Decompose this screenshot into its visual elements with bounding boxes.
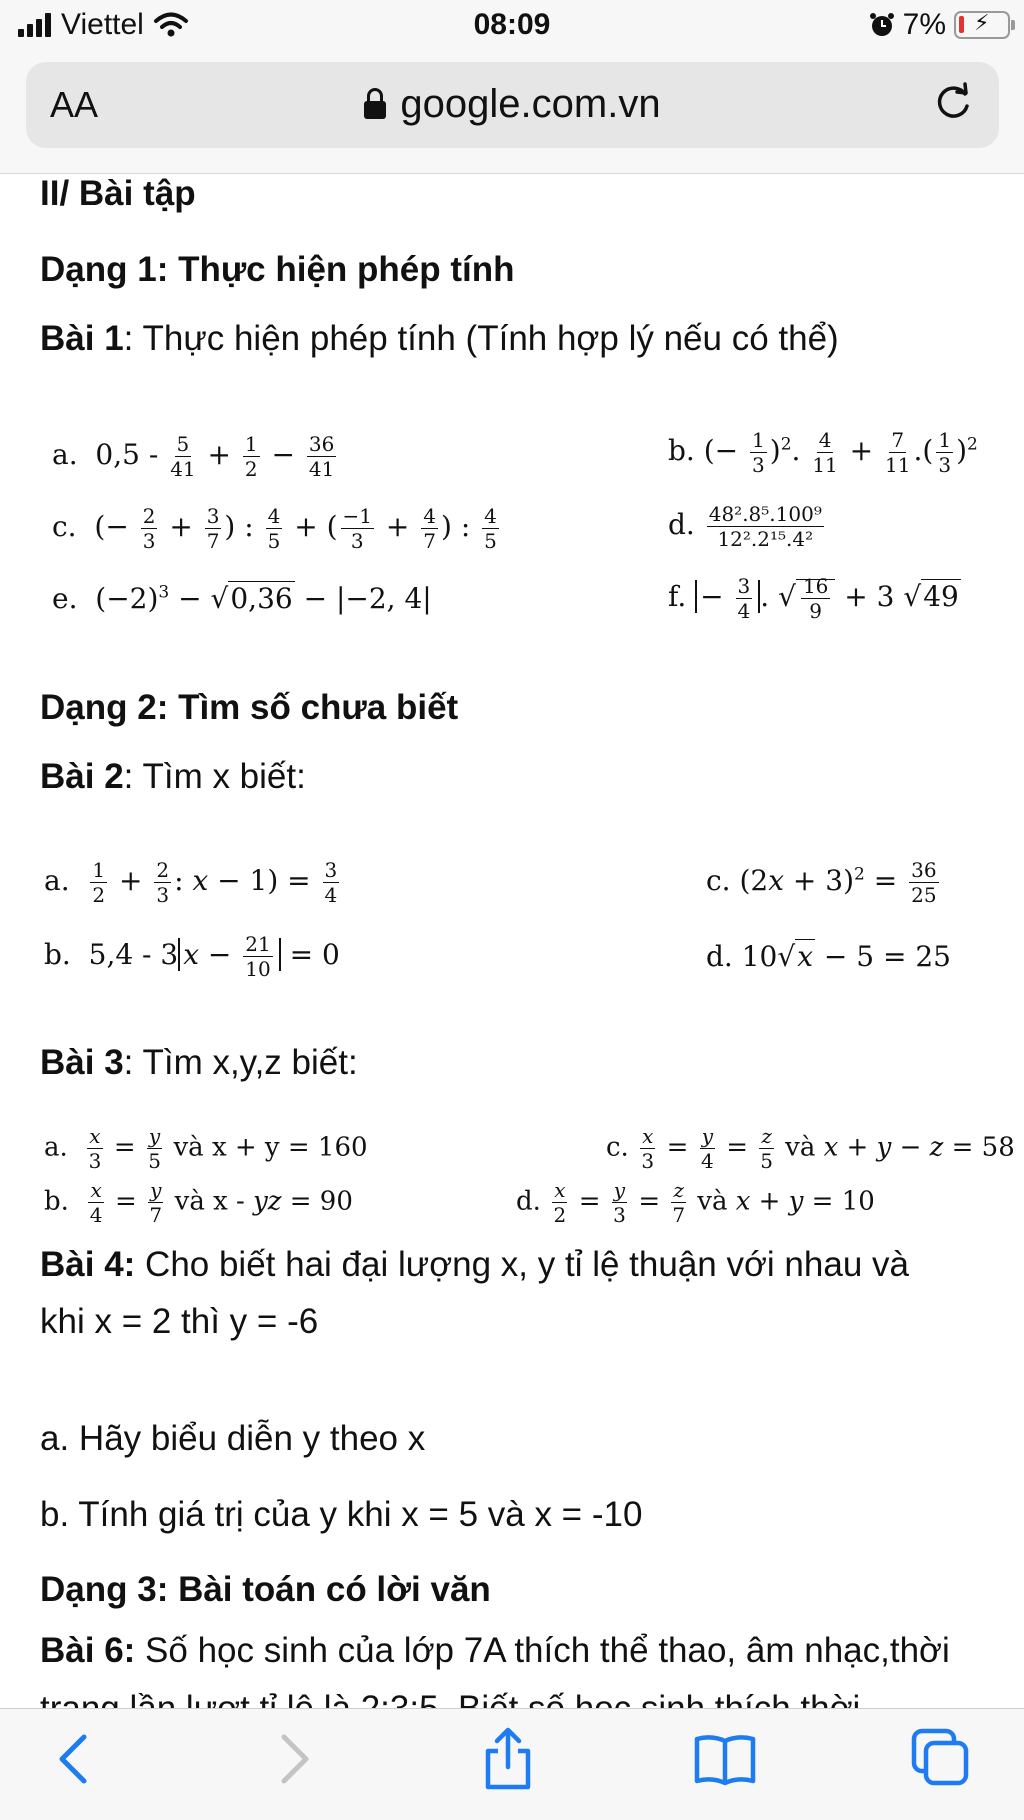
bai2-prompt [40,748,306,805]
b3c-label: c. [606,1132,629,1163]
browser-toolbar [0,1708,1024,1820]
b3b-label: b. [44,1186,69,1217]
bai6-line1-text: Số học sinh của lớp 7A thích thể thao, âm nhạc,thời [135,1631,950,1670]
frac: $\frac{x}{3}$ [88,1124,102,1173]
reload-icon[interactable] [931,82,975,126]
frac: $\frac{-1}{3}$ [342,504,372,553]
bai4-line2: khi x = 2 thì y = -6 [40,1302,319,1341]
frac: $\frac{1}{2}$ [244,432,258,481]
b1b-label: b. [668,434,695,467]
bai1-e: e. $(-2)^3 - √0,36 - |-2$, 4| [52,582,432,615]
b2a-label: a. [44,864,70,897]
frac: $\frac{1}{2}$ [92,858,106,907]
b2c-label: c. [706,864,731,897]
b3a-label: a. [44,1132,68,1163]
frac: $\frac{1}{3}$ [938,428,952,477]
frac: $\frac{21}{10}$ [245,932,271,981]
bai1-f: f. − $\frac{3}{4}$ . √ $\frac{16}{9}$ + 3 √49 [668,574,959,623]
bai4-block [40,1236,990,1350]
frac: $\frac{2}{3}$ [142,504,156,553]
carrier-name: Viettel [61,8,144,41]
b3d-label: d. [516,1186,541,1217]
dang3-heading: Dạng 3: Bài toán có lời văn [40,1570,491,1609]
bai4-line1 [40,1236,990,1293]
bai2-label: Bài 2 [40,757,124,796]
bai2-d: d. 10√x − 5 = 25 [706,940,951,973]
frac: $\frac{4}{5}$ [484,504,497,553]
frac: $\frac{3}{4}$ [324,858,338,907]
battery-icon: ⚡ [954,11,1010,39]
bai2-c: c. $(2x + 3)^2$ = $\frac{36}{25}$ [706,858,937,907]
dang1-heading: Dạng 1: Thực hiện phép tính [40,250,515,289]
text-size-label: AA [50,84,99,125]
frac: $\frac{\text{48²​.8⁵​.100⁹}}{\text{12²​.2¹⁵​.4²}}$ [708,502,822,551]
b1d-label: d. [668,508,695,541]
frac: $\frac{1}{3}$ [752,428,765,477]
bai3-prompt [40,1034,358,1091]
b1a-label: a. [52,438,78,471]
frac: $\frac{y}{5}$ [148,1124,161,1173]
frac: $\frac{3}{4}$ [737,574,751,623]
bai2-text: : Tìm x biết: [123,757,306,796]
status-right [869,8,1010,42]
b1f-label: f. [668,580,687,613]
bai1-a: a. 0,5 - $\frac{5}{41}$ + $\frac{1}{2}$ − $\frac{36}{41}$ [52,432,335,481]
bai4-label: Bài 4: [40,1245,136,1284]
bai6-label: Bài 6: [40,1631,136,1670]
bai6-line1 [40,1622,950,1679]
tabs-icon[interactable] [910,1727,970,1791]
frac: $\frac{y}{4}$ [700,1124,714,1173]
battery-percent: 7% [902,8,946,41]
browser-header [0,52,1024,174]
share-icon[interactable] [478,1727,538,1791]
forward-icon[interactable] [262,1727,322,1791]
frac: $\frac{36}{25}$ [911,858,937,907]
frac: $\frac{7}{11}$ [885,428,911,477]
frac: $\frac{x}{4}$ [89,1178,103,1227]
bai4-line1-text: Cho biết hai đại lượng x, y tỉ lệ thuận với nhau và [135,1245,909,1284]
back-icon[interactable] [46,1727,106,1791]
dang2-heading: Dạng 2: Tìm số chưa biết [40,688,459,727]
status-bar [0,0,1024,52]
status-time: 08:09 [473,8,551,41]
bai3-a: a. $\frac{x}{3}$ = $\frac{y}{5}$ và x + y = 160 [44,1124,368,1173]
b1c-label: c. [52,510,77,543]
frac: $\frac{36}{41}$ [308,432,335,481]
frac: $\frac{4}{7}$ [423,504,436,553]
bai3-label: Bài 3 [40,1043,124,1082]
frac: $\frac{y}{3}$ [613,1178,626,1227]
b2b-label: b. [44,938,71,971]
bai3-text: : Tìm x,y,z biết: [123,1043,358,1082]
frac: $\frac{2}{3}$ [156,858,170,907]
bai1-prompt [40,310,839,367]
bai2-b: b. 5,4 - 3 x − $\frac{21}{10}$ = 0 [44,932,340,981]
bai3-b: b. $\frac{x}{4}$ = $\frac{y}{7}$ và x - yz = 90 [44,1178,353,1227]
frac: $\frac{z}{5}$ [760,1124,773,1173]
address-bar[interactable] [26,62,999,148]
bai1-label: Bài 1 [40,319,124,358]
section-title: II/ Bài tập [40,174,196,213]
frac: $\frac{16}{9}$ [802,574,829,623]
bai2-a: a. $\frac{1}{2}$ + $\frac{2}{3}$ : x − 1) = $\frac{3}{4}$ [44,858,338,907]
lock-icon [364,101,386,119]
bai1-text: : Thực hiện phép tính (Tính hợp lý nếu có thể) [123,319,839,358]
url-field[interactable] [26,82,999,127]
bai1-d [668,502,827,551]
bai1-b: b. (− $\frac{1}{3}$ )$^2$. $\frac{4}{11}$ + $\frac{7}{11}$ .( $\frac{1}{3}$ )$^2$ [668,428,978,477]
frac: $\frac{4}{5}$ [267,504,281,553]
frac: $\frac{3}{7}$ [206,504,220,553]
frac: $\frac{z}{7}$ [672,1178,686,1227]
bai1-c: c. (− $\frac{2}{3}$ + $\frac{3}{7}$ ) : $\frac{4}{5}$ + ( $\frac{-1}{3}$ + $\frac{4}{7}$ ) : $\frac{4}{5}$ [52,504,497,553]
page-content [0,174,1024,1708]
alarm-icon [869,12,895,38]
frac: $\frac{4}{11}$ [812,428,838,477]
frac: $\frac{5}{41}$ [170,432,196,481]
frac: $\frac{x}{2}$ [553,1178,567,1227]
b2d-label: d. [706,940,733,973]
bookmarks-icon[interactable] [692,1727,758,1791]
frac: $\frac{y}{7}$ [149,1178,163,1227]
bai3-c: c. $\frac{x}{3}$ = $\frac{y}{4}$ = $\frac{z}{5}$ và x + y − z = 58 [606,1124,1015,1173]
b1e-label: e. [52,582,78,615]
frac: $\frac{x}{3}$ [641,1124,655,1173]
bai4-a: a. Hãy biểu diễn y theo x [40,1419,426,1458]
url-text: google.com.vn [400,82,661,126]
bai4-b: b. Tính giá trị của y khi x = 5 và x = -10 [40,1495,643,1534]
bai3-d: d. $\frac{x}{2}$ = $\frac{y}{3}$ = $\frac{z}{7}$ và x + y = 10 [516,1178,875,1227]
